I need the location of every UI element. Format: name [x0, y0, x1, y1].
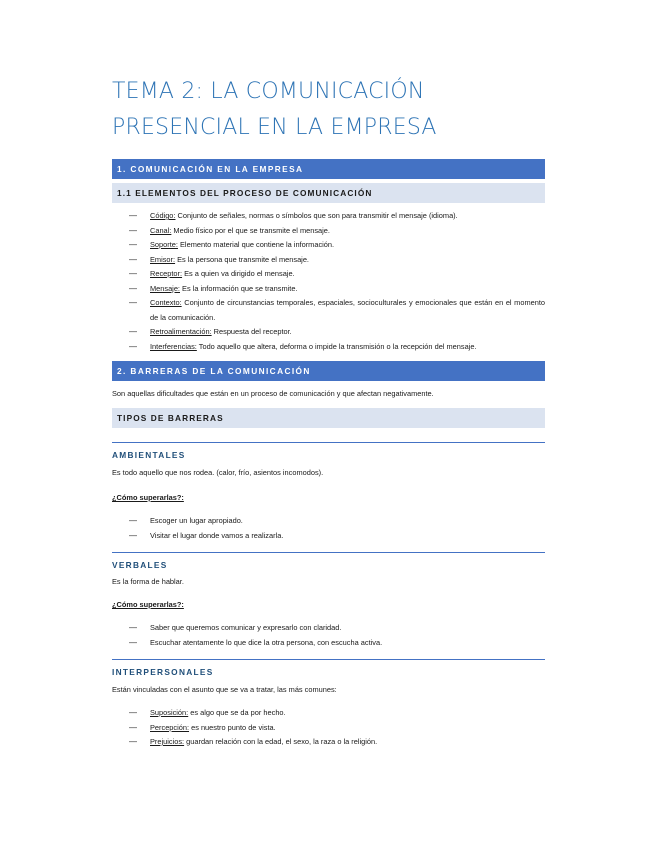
section-heading-barreras: 2. BARRERAS DE LA COMUNICACIÓN [112, 361, 545, 381]
term-label: Código: [150, 211, 176, 220]
term-definition: es algo que se da por hecho. [188, 708, 286, 717]
term-label: Receptor: [150, 269, 183, 278]
title-line-2: PRESENCIAL EN LA EMPRESA [112, 115, 437, 140]
list-item [112, 296, 545, 325]
barreras-intro: Son aquellas dificultades que están en un proceso de comunicación y que afectan negativamente. [112, 389, 434, 398]
term-label: Soporte: [150, 240, 178, 249]
list-item [112, 706, 545, 721]
term-definition: Conjunto de señales, normas o símbolos que son para transmitir el mensaje (idioma). [175, 211, 458, 220]
term-definition: Es la persona que transmite el mensaje. [175, 254, 309, 264]
ambientales-question: ¿Cómo superarlas?: [112, 493, 184, 502]
verbales-list [112, 621, 545, 650]
term-label: Mensaje: [150, 283, 180, 293]
verbales-desc: Es la forma de hablar. [112, 577, 184, 586]
list-item: — Escoger un lugar apropiado. [112, 514, 545, 529]
section-heading-comunicacion: 1. COMUNICACIÓN EN LA EMPRESA [112, 159, 545, 179]
list-item [112, 224, 545, 239]
document-title [112, 0, 545, 146]
list-item [112, 282, 545, 297]
term-label: Suposición: [150, 708, 189, 717]
term-label: Prejuicios: [150, 737, 185, 746]
list-item [112, 209, 545, 224]
subsection-heading-elementos: 1.1 ELEMENTOS DEL PROCESO DE COMUNICACIÓN [112, 183, 545, 203]
list-item [112, 721, 545, 736]
term-definition: Todo aquello que altera, deforma o impide la transmisión o la recepción del mensaje. [196, 341, 477, 351]
interpersonales-desc: Están vinculadas con el asunto que se va a tratar, las más comunes: [112, 685, 337, 694]
title-line-1: TEMA 2: LA COMUNICACIÓN [112, 79, 425, 104]
interpersonales-list [112, 706, 545, 750]
term-definition: Elemento material que contiene la información. [177, 240, 335, 249]
term-label: Percepción: [150, 722, 190, 732]
heading-verbales: VERBALES [112, 552, 545, 571]
list-item: — Escuchar atentamente lo que dice la otra persona, con escucha activa. [112, 636, 545, 651]
term-label: Interferencias: [150, 341, 197, 351]
list-item: — Visitar el lugar donde vamos a realizarla. [112, 529, 545, 544]
term-definition: Conjunto de circunstancias temporales, espaciales, socioculturales y emocionales que están en el momento de la comunicación. [150, 298, 545, 322]
subsection-heading-tipos: TIPOS DE BARRERAS [112, 408, 545, 428]
heading-interpersonales: INTERPERSONALES [112, 659, 545, 678]
list-item [112, 253, 545, 268]
term-label: Emisor: [150, 254, 176, 264]
term-label: Retroalimentación: [150, 327, 212, 336]
verbales-question: ¿Cómo superarlas?: [112, 600, 184, 609]
ambientales-list [112, 514, 545, 543]
term-label: Canal: [150, 225, 172, 235]
term-definition: es nuestro punto de vista. [189, 722, 276, 732]
term-definition: Es a quien va dirigido el mensaje. [182, 269, 295, 278]
ambientales-desc: Es todo aquello que nos rodea. (calor, frío, asientos incomodos). [112, 468, 324, 477]
list-item [112, 340, 545, 355]
list-item [112, 735, 545, 750]
term-definition: Respuesta del receptor. [211, 327, 292, 336]
term-label: Contexto: [150, 298, 182, 307]
term-definition: Es la información que se transmite. [180, 283, 298, 293]
elementos-list [112, 209, 545, 354]
list-item: — Saber que queremos comunicar y expresarlo con claridad. [112, 621, 545, 636]
list-item [112, 325, 545, 340]
heading-ambientales: AMBIENTALES [112, 442, 545, 461]
term-definition: guardan relación con la edad, el sexo, la raza o la religión. [184, 737, 378, 746]
list-item [112, 267, 545, 282]
term-definition: Medio físico por el que se transmite el mensaje. [171, 225, 330, 235]
document-page [112, 0, 545, 750]
list-item [112, 238, 545, 253]
